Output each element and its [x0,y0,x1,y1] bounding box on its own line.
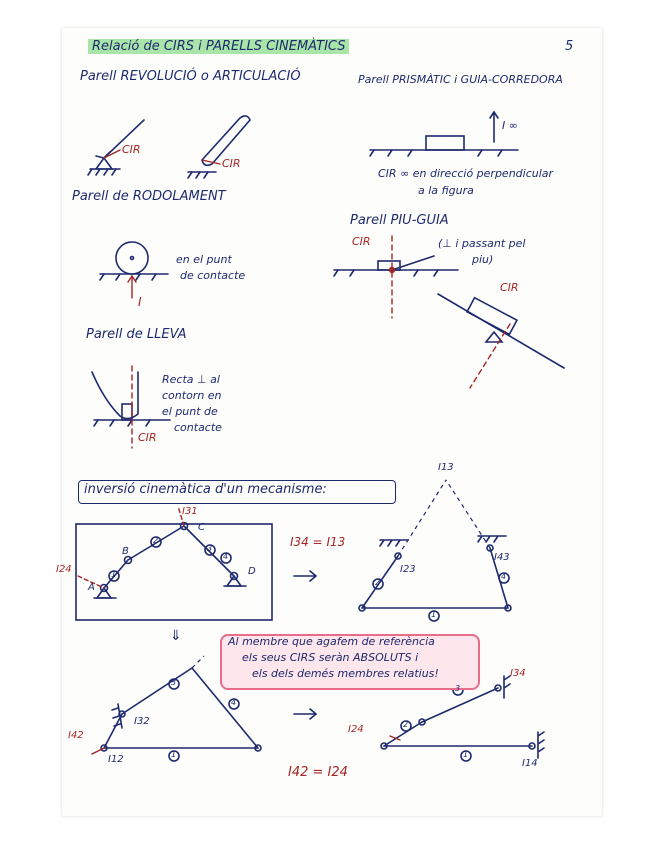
bottom-left-link-4: 4 [231,698,237,707]
bottom-left-label-I32: I32 [134,716,150,727]
bottom-right-link-3: 3 [455,684,461,693]
revolute-cir-label-2: CIR [222,157,241,170]
triangle-link-2: 2 [375,578,381,587]
equation-I34-I13: I34 = I13 [290,535,346,549]
down-arrow: ⇓ [170,628,182,644]
cam-note-line4: contacte [174,421,222,434]
page-number: 5 [565,39,574,54]
bottom-left-link-3: 3 [171,678,177,687]
pin-guide-title: Parell PIU-GUIA [350,213,449,228]
prismatic-note-line2: a la figura [418,184,474,197]
mechanism-link-1: 1 [111,570,117,579]
inversion-title: inversió cinemàtica d'un mecanisme: [84,482,327,497]
rolling-title: Parell de RODOLAMENT [72,189,226,204]
pin-guide-note-line1: (⊥ i passant pel [438,237,526,250]
notebook-page [56,28,602,816]
mechanism-label-D: D [248,566,256,577]
reference-note-line3: els dels demés membres relatius! [252,667,439,680]
bottom-right-label-I34: I34 [510,668,526,679]
rolling-note-line1: en el punt [176,253,232,266]
mechanism-label-I24: I24 [56,564,72,575]
sketch-drawings [62,28,602,816]
prismatic-note-line1: CIR ∞ en direcció perpendicular [378,167,554,180]
triangle-label-I13: I13 [438,462,454,473]
reference-note-line1: Al membre que agafem de referència [228,635,435,648]
rolling-note-line2: de contacte [180,269,246,282]
rolling-point-label: I [138,295,142,309]
triangle-label-I43: I43 [494,552,510,563]
triangle-link-4: 4 [501,572,507,581]
prismatic-title: Parell PRISMÀTIC i GUIA-CORREDORA [358,73,563,86]
equation-I42-I24: I42 = I24 [288,765,348,780]
mechanism-link-4: 4 [223,552,229,561]
pin-guide-cir-label-2: CIR [500,281,519,294]
pin-guide-cir-label: CIR [352,235,371,248]
pin-guide-note-line2: piu) [472,253,494,266]
reference-note-line2: els seus CIRS seràn ABSOLUTS i [242,651,419,664]
mechanism-label-A: A [88,582,95,593]
mechanism-label-C: C [198,522,205,533]
cam-note-line3: el punt de [162,405,218,418]
page-title-text: Relació de CIRS i PARELLS CINEMÀTICS [88,39,349,54]
bottom-right-link-1: 1 [463,750,469,759]
triangle-link-1: 1 [431,610,437,619]
cam-note-line2: contorn en [162,389,222,402]
revolute-title: Parell REVOLUCIÓ o ARTICULACIÓ [80,69,301,84]
bottom-right-label-I14: I14 [522,758,538,769]
bottom-right-label-I24: I24 [348,724,364,735]
cam-note-line1: Recta ⊥ al [162,373,220,386]
bottom-left-label-I42: I42 [68,730,84,741]
revolute-cir-label-1: CIR [122,143,141,156]
mechanism-label-B: B [122,546,129,557]
mechanism-label-I31: I31 [182,506,198,517]
bottom-left-link-1: 1 [171,750,177,759]
page-title [88,40,349,55]
mechanism-link-2: 2 [153,536,159,545]
mechanism-link-3: 3 [207,544,213,553]
bottom-left-label-I12: I12 [108,754,124,765]
bottom-right-link-2: 2 [403,720,409,729]
prismatic-inf-label: I ∞ [502,119,518,132]
cam-title: Parell de LLEVA [86,327,187,342]
cam-cir-label: CIR [138,431,157,444]
triangle-label-I23: I23 [400,564,416,575]
